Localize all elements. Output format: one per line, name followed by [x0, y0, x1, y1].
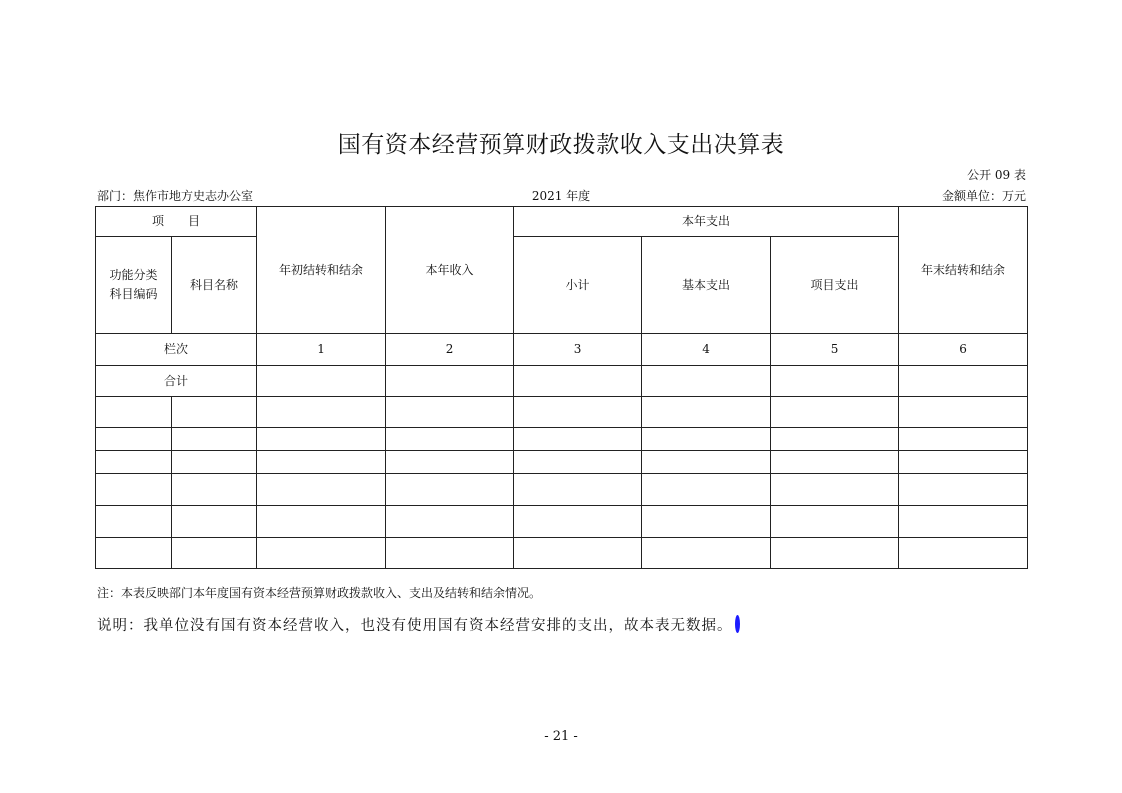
col-number: 2	[386, 334, 514, 366]
fiscal-year: 2021 年度	[531, 189, 591, 203]
table-cell	[257, 474, 386, 506]
row-number-row	[96, 334, 1028, 366]
table-row	[96, 451, 1028, 474]
table-cell	[514, 538, 642, 569]
explanation	[97, 614, 740, 635]
header-project: 项目支出	[771, 237, 899, 334]
table-cell	[257, 397, 386, 428]
table-row	[96, 474, 1028, 506]
table-note: 注：本表反映部门本年度国有资本经营预算财政拨款收入、支出及结转和结余情况。	[97, 586, 542, 600]
table-cell	[386, 451, 514, 474]
table-cell	[771, 366, 899, 397]
table-cell	[514, 474, 642, 506]
table-cell	[642, 397, 771, 428]
page-title: 国有资本经营预算财政拨款收入支出决算表	[337, 132, 785, 158]
table-cell	[771, 397, 899, 428]
page-number: - 21 -	[544, 729, 578, 744]
col-number: 4	[642, 334, 771, 366]
total-row	[96, 366, 1028, 397]
table-cell	[96, 451, 172, 474]
row-number-label: 栏次	[96, 334, 257, 366]
table-row	[96, 538, 1028, 569]
table-cell	[386, 366, 514, 397]
table-cell	[386, 538, 514, 569]
header-func-code: 功能分类科目编码	[96, 237, 172, 334]
table-cell	[172, 474, 257, 506]
table-cell	[514, 451, 642, 474]
table-cell	[96, 506, 172, 538]
table-cell	[172, 451, 257, 474]
table-cell	[642, 451, 771, 474]
budget-table	[95, 206, 1028, 569]
table-cell	[642, 538, 771, 569]
table-cell	[257, 538, 386, 569]
table-cell	[172, 538, 257, 569]
table-cell	[96, 428, 172, 451]
table-cell	[514, 397, 642, 428]
table-cell	[514, 366, 642, 397]
header-income: 本年收入	[386, 207, 514, 334]
header-item: 项 目	[96, 207, 257, 237]
table-cell	[899, 506, 1028, 538]
table-cell	[386, 474, 514, 506]
table-cell	[257, 428, 386, 451]
header-subtotal: 小计	[514, 237, 642, 334]
table-cell	[771, 538, 899, 569]
text-cursor-icon	[735, 615, 740, 633]
table-cell	[514, 428, 642, 451]
table-cell	[386, 397, 514, 428]
table-cell	[257, 451, 386, 474]
header-begin-balance: 年初结转和结余	[257, 207, 386, 334]
col-number: 3	[514, 334, 642, 366]
table-cell	[642, 428, 771, 451]
header-subject-name: 科目名称	[172, 237, 257, 334]
table-cell	[771, 451, 899, 474]
table-cell	[172, 506, 257, 538]
table-cell	[899, 366, 1028, 397]
table-cell	[899, 538, 1028, 569]
table-cell	[899, 451, 1028, 474]
table-cell	[642, 506, 771, 538]
col-number: 6	[899, 334, 1028, 366]
explanation-text: 说明：我单位没有国有资本经营收入，也没有使用国有资本经营安排的支出，故本表无数据。	[97, 618, 733, 634]
table-cell	[771, 428, 899, 451]
department-label: 部门：焦作市地方史志办公室	[97, 189, 254, 203]
header-end-balance: 年末结转和结余	[899, 207, 1028, 334]
col-number: 5	[771, 334, 899, 366]
table-cell	[96, 397, 172, 428]
total-label: 合计	[96, 366, 257, 397]
header-expense-group: 本年支出	[514, 207, 899, 237]
table-row	[96, 428, 1028, 451]
amount-unit: 金额单位：万元	[941, 189, 1026, 203]
table-cell	[172, 397, 257, 428]
table-cell	[96, 538, 172, 569]
table-cell	[899, 474, 1028, 506]
table-cell	[96, 474, 172, 506]
table-cell	[257, 366, 386, 397]
table-cell	[899, 397, 1028, 428]
table-cell	[386, 506, 514, 538]
table-cell	[642, 366, 771, 397]
table-cell	[899, 428, 1028, 451]
table-number: 公开 09 表	[967, 168, 1026, 182]
table-cell	[771, 474, 899, 506]
table-cell	[642, 474, 771, 506]
table-cell	[386, 428, 514, 451]
header-basic: 基本支出	[642, 237, 771, 334]
table-cell	[172, 428, 257, 451]
table-row	[96, 506, 1028, 538]
table-cell	[771, 506, 899, 538]
table-cell	[514, 506, 642, 538]
table-cell	[257, 506, 386, 538]
col-number: 1	[257, 334, 386, 366]
table-row	[96, 397, 1028, 428]
